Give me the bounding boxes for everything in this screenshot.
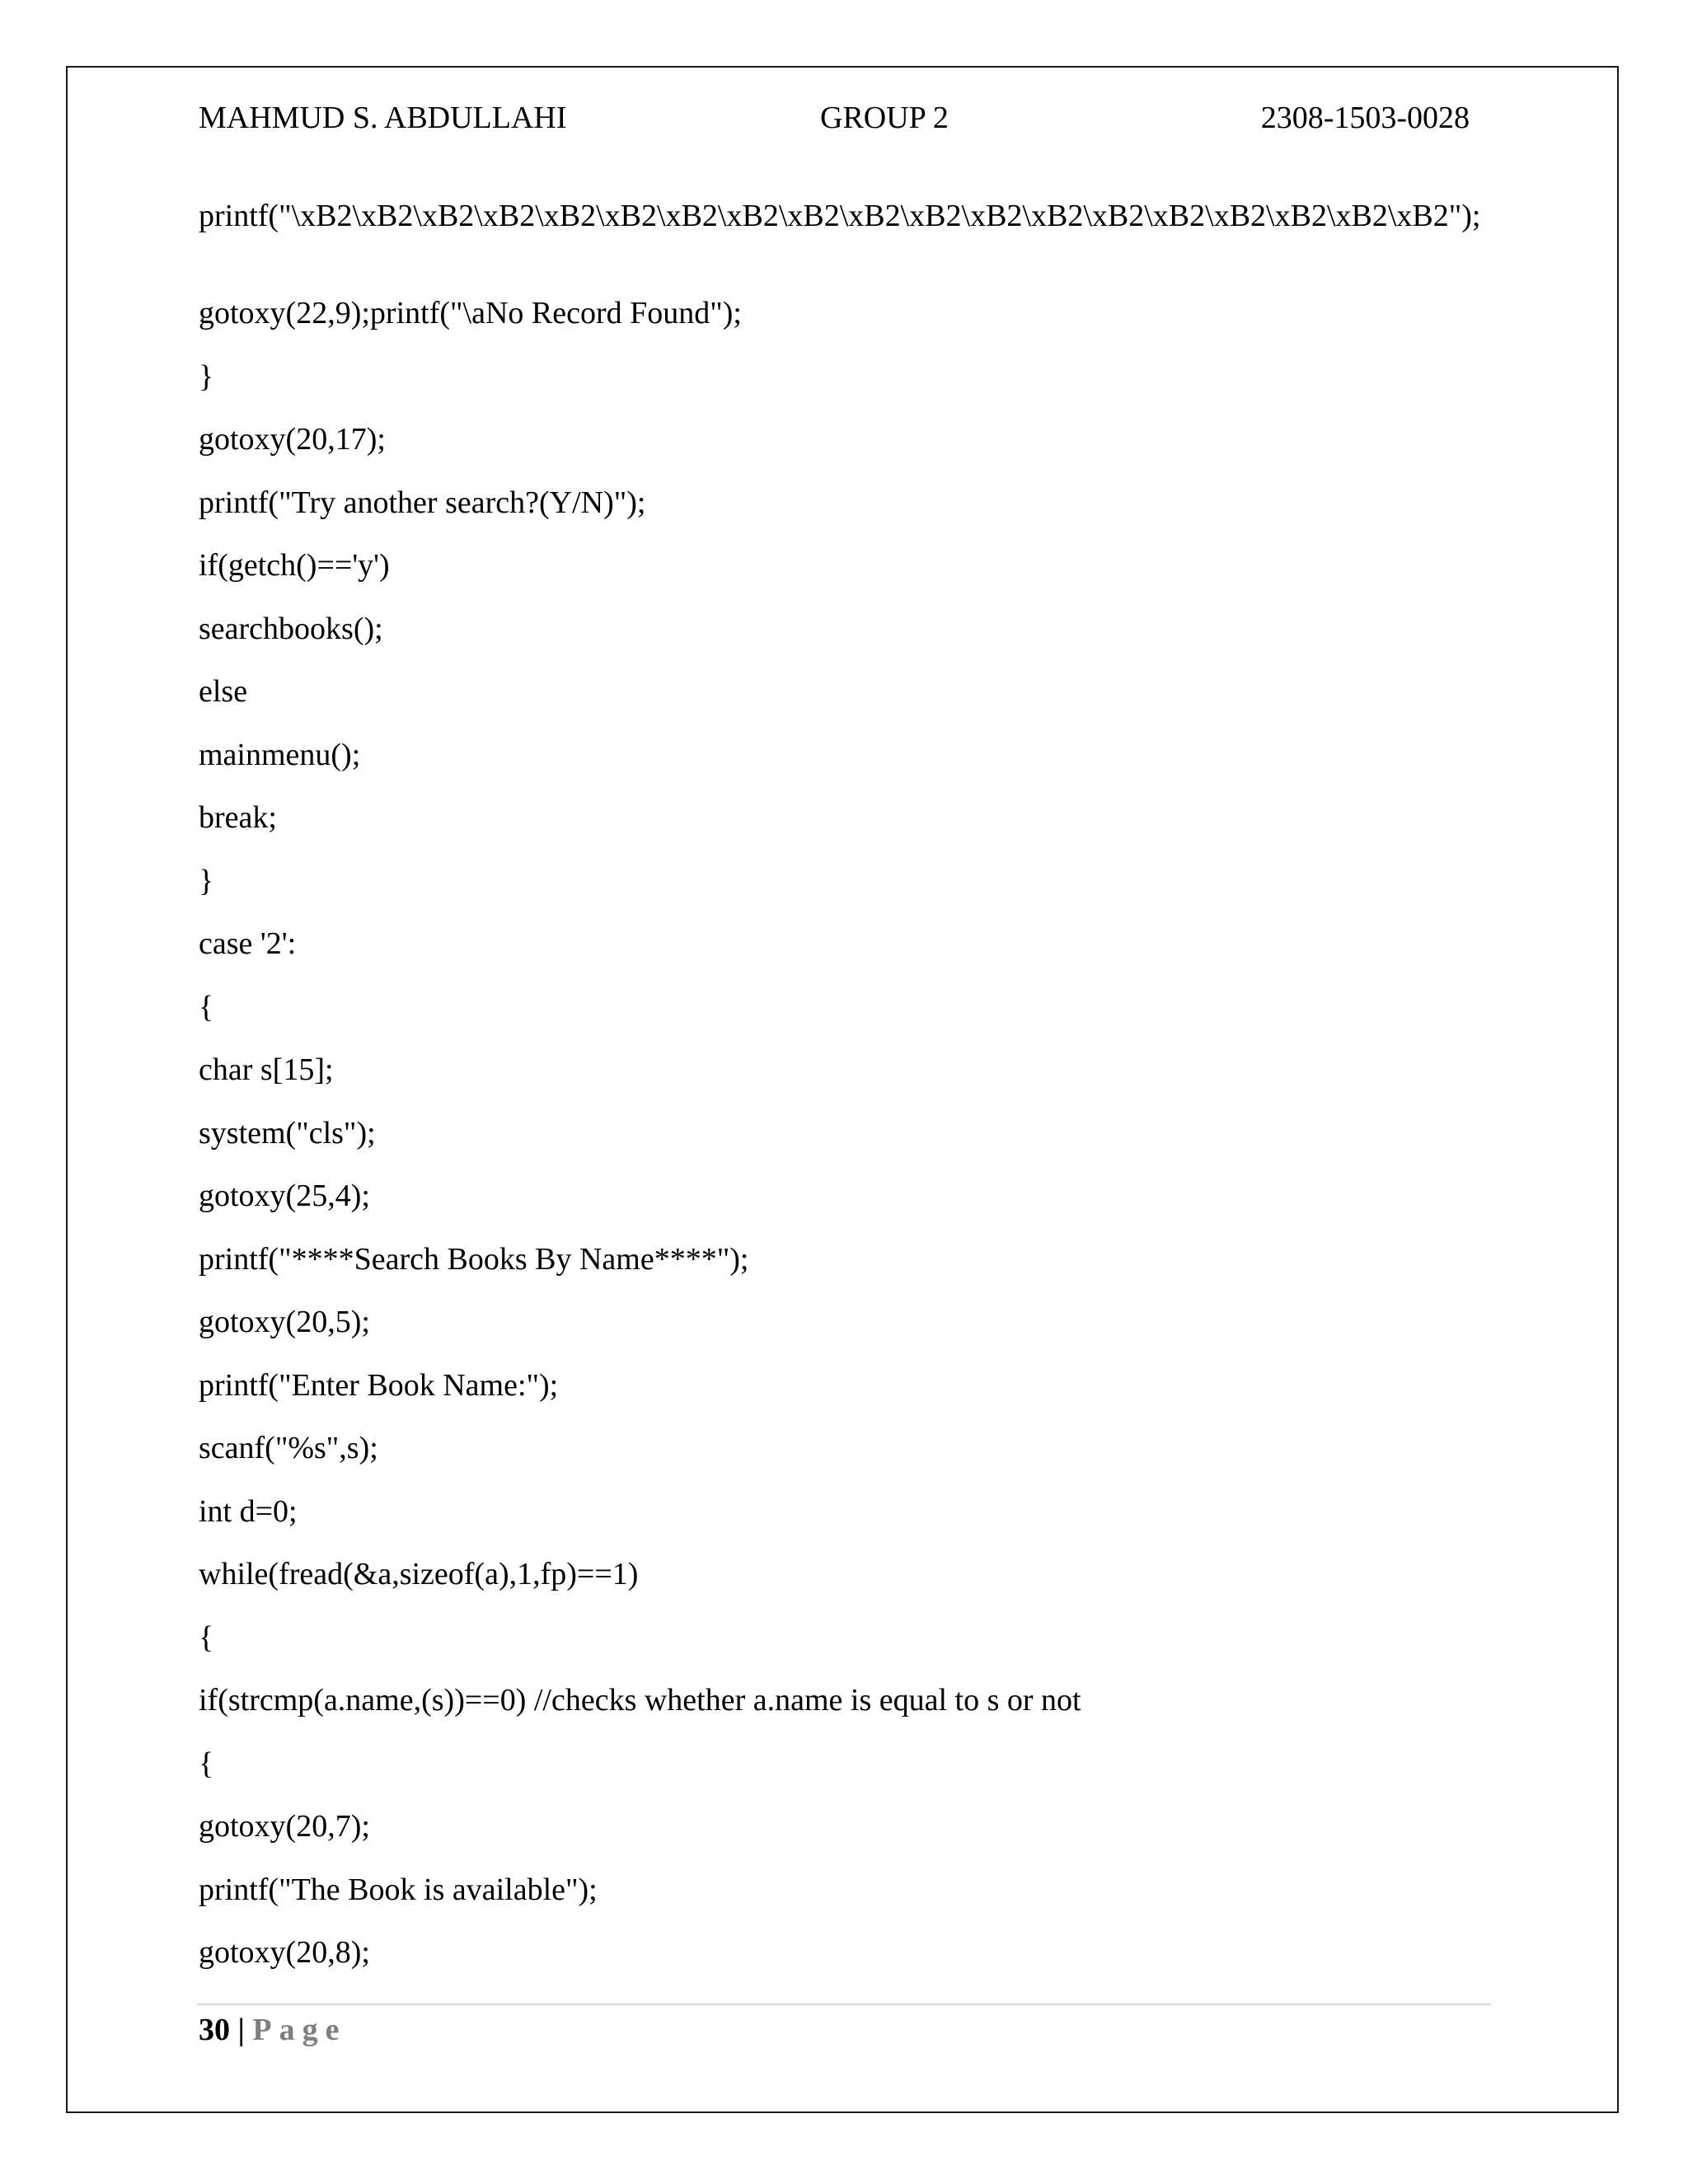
page-header [199,97,1470,138]
code-line: scanf("%s",s); [199,1431,378,1465]
header-author: MAHMUD S. ABDULLAHI [199,101,567,135]
code-line: gotoxy(20,5); [199,1305,370,1339]
code-line: system("cls"); [199,1115,376,1151]
code-line: printf("Enter Book Name:"); [199,1367,559,1403]
code-line: else [199,674,248,709]
code-line: } [199,359,214,394]
code-line: printf("\xB2\xB2\xB2\xB2\xB2\xB2\xB2\xB2\xB2\xB2\xB2\xB2\xB2\xB2\xB2\xB2\xB2\xB2\xB2"); [199,199,1481,233]
page-footer [199,2009,346,2050]
code-line: gotoxy(20,8); [199,1935,370,1970]
code-line: if(getch()=='y') [199,548,390,583]
code-line: { [199,1619,214,1655]
code-line: } [199,863,214,898]
page-separator: | [237,2013,245,2047]
code-line: if(strcmp(a.name,(s))==0) //checks whether a.name is equal to s or not [199,1683,1081,1718]
page-label: Page [252,2013,347,2047]
footer-divider [197,2004,1491,2005]
code-line: searchbooks(); [199,611,383,646]
code-listing [199,196,1493,1994]
code-line: int d=0; [199,1493,298,1529]
page-number: 30 [199,2013,230,2047]
code-line: gotoxy(22,9);printf("\aNo Record Found"); [199,296,742,330]
code-line: printf("The Book is available"); [199,1872,598,1907]
code-line: { [199,989,214,1024]
header-id: 2308-1503-0028 [1260,101,1470,135]
code-line: while(fread(&a,sizeof(a),1,fp)==1) [199,1557,639,1591]
code-line: { [199,1746,214,1781]
code-line: break; [199,800,277,835]
code-line: gotoxy(20,17); [199,422,386,457]
code-line: case '2': [199,926,297,961]
code-line: printf("****Search Books By Name****"); [199,1241,749,1277]
code-line: char s[15]; [199,1052,334,1087]
code-line: printf("Try another search?(Y/N)"); [199,485,646,520]
header-group: GROUP 2 [820,101,949,135]
code-line: gotoxy(20,7); [199,1809,370,1844]
code-line: mainmenu(); [199,737,361,772]
code-line: gotoxy(25,4); [199,1179,370,1213]
